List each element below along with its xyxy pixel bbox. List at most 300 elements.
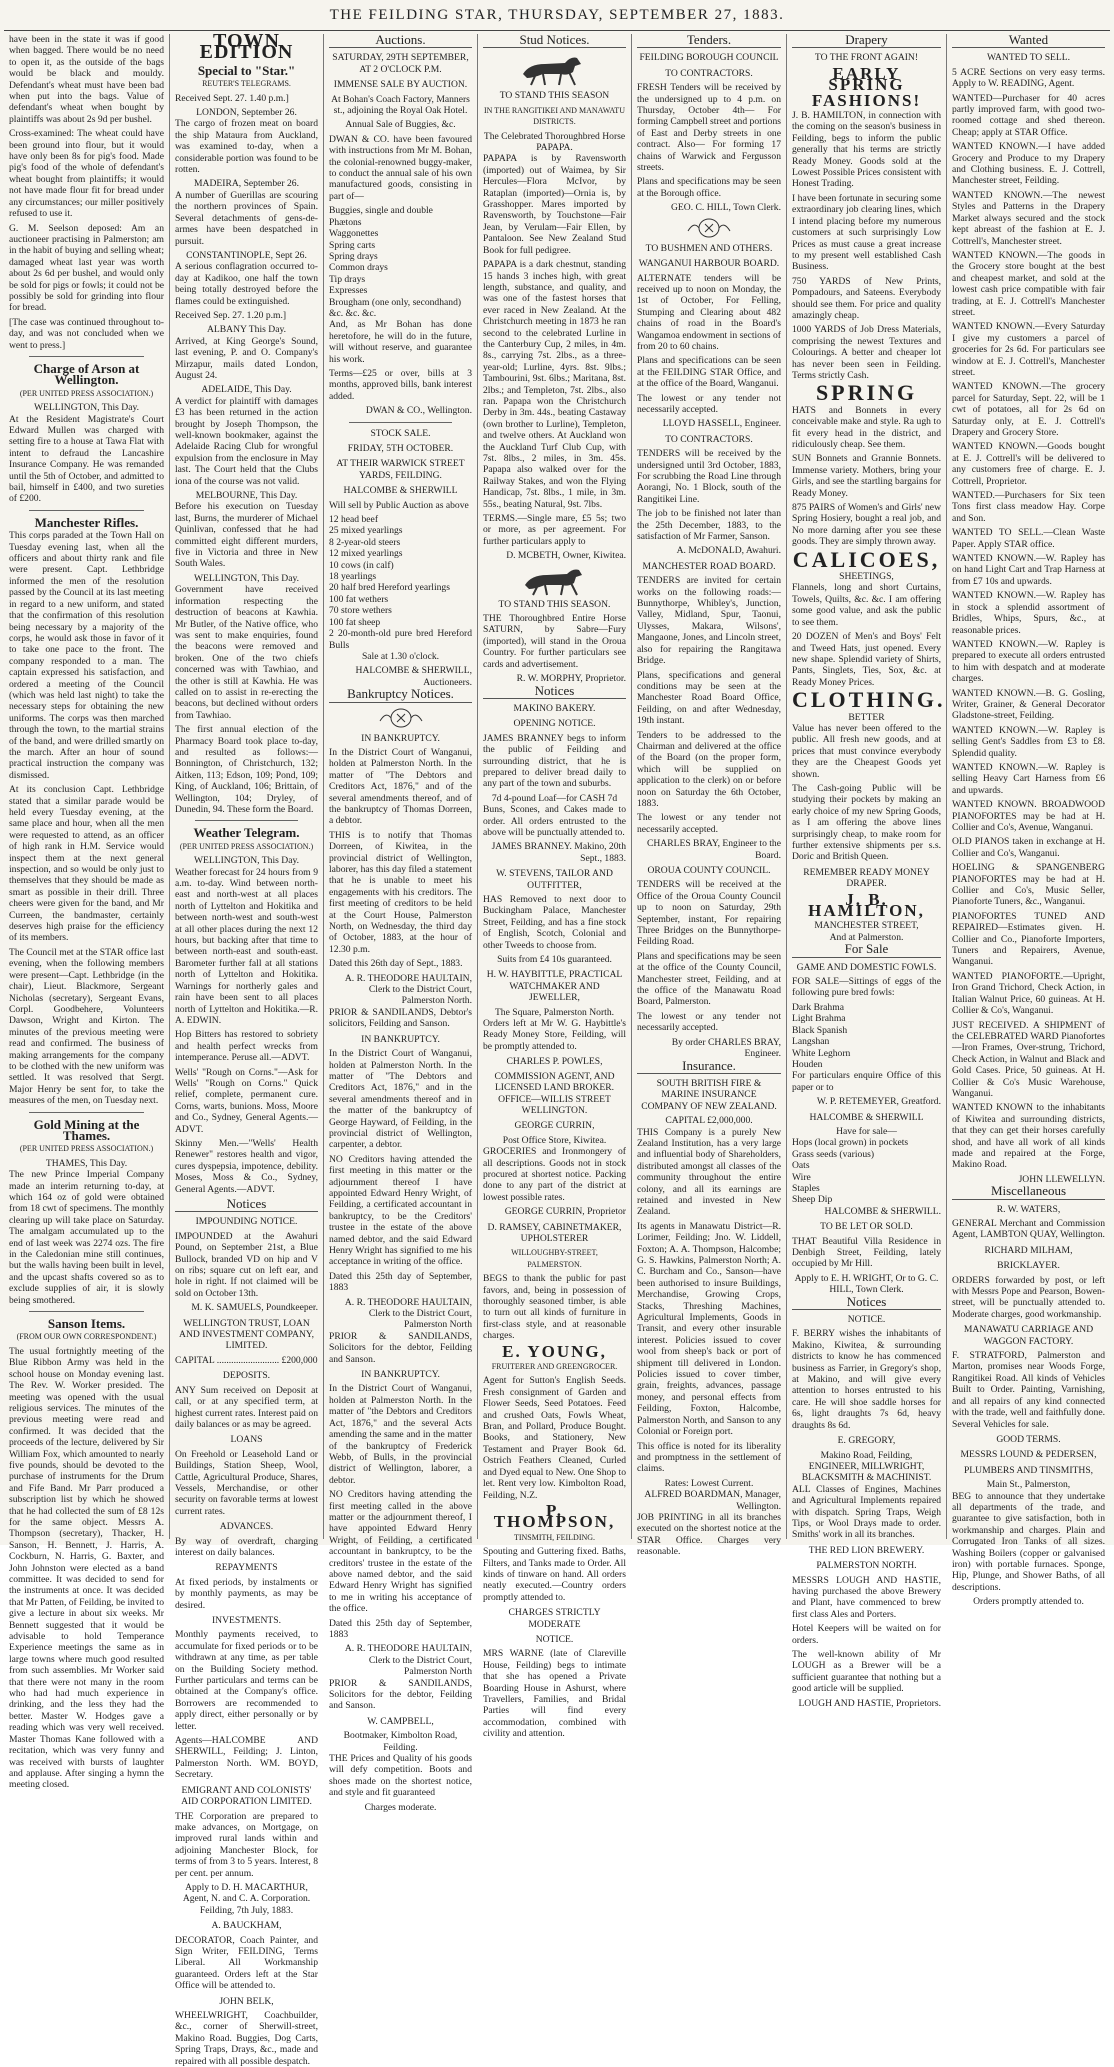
list-item: Staples	[792, 1182, 820, 1194]
notice-text: ALL Classes of Engines, Machines and Agricultural Implements repaired with dispatch. Spring Traps, Weigh Tips, or Wool Drays made to order. Smiths' work in all its branches.	[792, 1483, 941, 1541]
list-item: Common drays	[329, 262, 388, 274]
section-heading: Drapery	[792, 34, 941, 48]
notice-text: PRIOR & SANDILANDS, Debtor's solicitors, Feilding and Sanson.	[329, 1006, 472, 1030]
subheading: FRUITERER AND GREENGROCER.	[491, 1362, 618, 1372]
notice-text: Flannels, long and short Curtains, Towels, Quilts, &c. &c. I am offering some good value, and ask the public to see them.	[792, 582, 941, 628]
notice-text: The job to be finished not later than the 25th December, 1883, to the satisfaction of Mr Farmer, Sanson.	[637, 508, 781, 543]
notice-text: The lowest or any tender not necessarily accepted.	[637, 1010, 781, 1034]
article-text: G. M. Seelson deposed: Am an auctioneer practising in Palmerston; am in the habit of buying and selling wheat; damaged wheat last year was worth about 2s 6d per bushel, and would only be sold for pigs or fowls; it could not be possibly be sold for grinding into flour for bread.	[9, 222, 164, 314]
notice-title: TO CONTRACTORS.	[665, 433, 753, 445]
notice-text: Terms—£25 or over, bills at 3 months, approved bills, bank interest added.	[329, 367, 472, 402]
list-item: Spring carts	[329, 239, 376, 251]
subheading: GOOD TERMS.	[996, 1433, 1061, 1445]
subheading: Post Office Store, Kiwitea.	[502, 1134, 607, 1146]
notice-title: TO STAND THIS SEASON	[499, 90, 610, 102]
signature: W. P. RETEMEYER, Greatford.	[816, 1096, 941, 1108]
classified-ad: WANTED KNOWN.—I have added Grocery and Produce to my Drapery and Clothing business. E. J. Cottrell, Manchester street, Feilding.	[952, 141, 1105, 187]
section-heading: Notices	[483, 685, 626, 699]
notice-text: For particulars enquire Office of this paper or to	[792, 1070, 941, 1093]
subheading: OPENING NOTICE.	[513, 718, 596, 730]
signature: A. R. THEODORE HAULTAIN, Clerk to the District Court, Palmerston North	[344, 1296, 472, 1331]
list-item: Wire	[792, 1171, 811, 1183]
notice-title: W. CAMPBELL,	[367, 1715, 434, 1727]
notice-text: THIS Company is a purely New Zealand Institution, has a very large and influential body of Shareholders, distributed amongst all classes of the community throughout the entire colony, and all its earnings are retained and invested in New Zealand.	[637, 1126, 781, 1218]
notice-title: IMPOUNDING NOTICE.	[195, 1216, 298, 1228]
list-item: 10 cows (in calf)	[329, 559, 394, 571]
notice-text: J. B. HAMILTON, in connection with the coming on the season's business in Feilding, begs to inform the public generally that his terms are strictly Ready Money. Goods sold at the Lowest Possible Prices consistent with Honest Trading.	[792, 110, 941, 190]
notice-text: Plans and specifications can be seen at the FEILDING STAR Office, and at the office of the Board, Wanganui.	[637, 355, 781, 390]
headline: Gold Mining at the Thames.	[33, 1116, 140, 1143]
notice-text: 1000 YARDS of Job Dress Materials, comprising the newest Textures and Colourings. A better and cheaper lot has never been seen in Feilding. Terms strictly Cash.	[792, 324, 941, 381]
masthead: THE FEILDING STAR, THURSDAY, SEPTEMBER 27, 1883.	[329, 7, 785, 23]
notice-text: Plans and specifications may be seen at the Borough office.	[637, 176, 781, 199]
notice-text: MESSRS LOUGH AND HASTIE, having purchased the above Brewery and Plant, have commenced to brew first class Ales and Porters.	[792, 1574, 941, 1620]
notice-title: WANGANUI HARBOUR BOARD.	[638, 258, 780, 270]
notice-text: In the District Court of Wanganui, holden at Palmerston North. In the matter of "the Debtors and Creditors Act, 1876," and the several Acts amending the same and in the matter of the bankruptcy of Frederick Webb, of Bulls, in the provincial district of Wellington, laborer, a debtor.	[329, 1383, 472, 1486]
classified-ad: WANTED—Purchaser for 40 acres partly improved farm, with good two-roomed cottage and shed thereon. Cheap; apply at STAR Office.	[952, 92, 1105, 138]
notice-text: By way of overdraft, charging interest on daily balances.	[175, 1535, 318, 1558]
notice-text: HATS and Bonnets in every conceivable make and style. Ra ugh to fit every head in the district, and ridiculously cheap. See them.	[792, 404, 941, 450]
column-1	[4, 34, 169, 1791]
section-heading: Bankruptcy Notices.	[329, 688, 472, 702]
signature: LOUGH AND HASTIE, Proprietors.	[798, 1697, 941, 1709]
classified-ad: WANTED KNOWN. BROADWOOD PIANOFORTES may be had at H. Collier and Co's, Avenue, Wanganui.	[952, 799, 1105, 833]
notice-text: ALTERNATE tenders will be received up to noon on Monday, the 1st of October, For Felling, Stumping and Clearing about 482 chains of road in the Board's Wangamoa endowment in sections of from 20 to 60 chains.	[637, 272, 781, 352]
dateline: LONDON, September 26.	[196, 107, 297, 119]
subheading: INVESTMENTS.	[211, 1615, 282, 1626]
notice-text: Apply to E. H. WRIGHT, Or to G. C. HILL, Town Clerk.	[794, 1272, 939, 1296]
classified-ad: JUST RECEIVED. A SHIPMENT of the CELEBRATED WARD Pianofortes—Iron Frames, Over-strung, Trichord, Check Action, in Walnut and Black and Gold Cases. Price, 50 guineas. At H. Collier & Co's Music Warehouse, Wanganui.	[952, 1019, 1105, 1099]
notice-title: EMIGRANT AND COLONISTS' AID CORPORATION LIMITED.	[181, 1784, 312, 1808]
article-text: [The case was continued throughout to-day, and was not concluded when we went to press.]	[9, 316, 164, 351]
list-item: Light Brahma	[792, 1013, 846, 1025]
article-text: Weather forecast for 24 hours from 9 a.m. to-day. Wind between north-east and north-west at all places north of Lyttelton and Hokitika and between north-west and south-west at all other places during the next 12 hours, but backing after that time to between north-east and south-east. Barometer further fall at all stations north of Lyttelton and Hokitika. Warnings for northerly gales and rain have been sent to all places north of Lyttelton and Hokitika.—R. A. EDWIN.	[175, 866, 318, 1026]
subheading: Main St., Palmerston,	[986, 1479, 1071, 1491]
notice-text: IMPOUNDED at the Awahuri Pound, on September 21st, a Blue Bullock, branded VD on hip and V on ribs; square cut on left ear, and hole in right. If not claimed will be sold on October 13th.	[175, 1230, 318, 1299]
article-text: have been in the state it was if good when bagged. There would be no need to open it, as the outside of the bags would be black and mouldy. Defendant's wheat must have been bad when put into the bags. Value of defendant's wheat when bought by plaintiffs was about 2s 9d per bushel.	[9, 34, 164, 125]
divider	[29, 356, 144, 357]
notice-text: Will sell by Public Auction as above	[329, 499, 469, 511]
signature: JOHN LLEWELLYN.	[1018, 1173, 1105, 1185]
notice-text: Agent for Sutton's English Seeds. Fresh consignment of Garden and Flower Seeds, Seed Potatoes. Feed and crushed Oats, Fowls Wheat, Bran, and Pollard, Produce Bought. Books, and Stationery, New Testament and Prayer Book 6d. Ostrich Feathers Cleaned, Curled and Dyed equal to New. One Shop to let. Rent very low. Kimbolton Road, Feilding, N.Z.	[483, 1375, 626, 1501]
signature: GEO. C. HILL, Town Clerk.	[671, 202, 781, 214]
list-item: Waggonettes	[329, 228, 379, 240]
signature: ALFRED BOARDMAN, Manager, Wellington.	[644, 1489, 781, 1512]
list-item: Tip drays	[329, 273, 366, 285]
notice-text: This office is noted for its liberality and promptness in the settlement of claims.	[637, 1440, 781, 1475]
subheading: ADVANCES.	[219, 1521, 274, 1533]
article-text: At the Resident Magistrate's Court Edward Mullen was charged with setting fire to a house at Tawa Flat with intent to defraud the Lancashire Insurance Company. He was remanded until the 5th of October, and admitted to bail, himself in £400, and two sureties of £200.	[9, 413, 164, 505]
dateline: WELLINGTON, This Day.	[33, 402, 140, 414]
notice-text: In the District Court of Wanganui, holden at Palmerston North. In the matter of "The Debtors and Creditors Act, 1876," and in the several amendments thereof and in the matter of the bankruptcy of George Hayward, of Feilding, in the provincial district of Wellington, carpenter, a debtor.	[329, 1048, 472, 1151]
classified-ad: WANTED KNOWN.—The goods in the Grocery store bought at the best and cheapest market, and sold at the lowest cash price compatible with fair trading, at E. J. Cottrell's Manchester street.	[952, 249, 1105, 318]
notice-title: IN BANKRUPTCY.	[361, 732, 440, 744]
signature: HALCOMBE & SHERWILL, Auctioneers.	[355, 665, 472, 688]
list-item: 20 half bred Hereford yearlings	[329, 582, 450, 594]
classified-ad: PIANOFORTES TUNED AND REPAIRED—Estimates given. H. Collier and Co., Pianoforte Importers, Tuners and Repairers, Avenue, Wanganui.	[952, 910, 1105, 968]
subheading: DEPOSITS.	[222, 1370, 271, 1382]
notice-text: The well-known ability of Mr LOUGH as a Brewer will be a sufficient guarantee that nothing but a good article will be supplied.	[792, 1649, 941, 1695]
subheading: TINSMITH, FEILDING.	[513, 1532, 596, 1542]
subheading: BETTER	[848, 711, 885, 723]
list-item: Buggies, single and double	[329, 205, 433, 217]
byline: (PER UNITED PRESS ASSOCIATION.)	[179, 841, 314, 851]
signature: JAMES BRANNEY. Makino, 20th Sept., 1883.	[491, 841, 626, 864]
dateline: THAMES, This Day.	[45, 1157, 128, 1169]
notice-text: Plans and specifications may be seen at the office of the County Council, Manchester street, Feilding, and at the office of the Manawatu Road Board, Palmerston.	[637, 950, 781, 1008]
notice-title: JOHN BELK,	[219, 1995, 274, 2007]
subheading: TO CONTRACTORS.	[665, 67, 753, 79]
notice-text: Dated this 25th day of September, 1883	[329, 1617, 472, 1640]
subheading: BRICKLAYER.	[997, 1260, 1060, 1272]
notice-title: MANCHESTER ROAD BOARD.	[642, 560, 776, 572]
notice-text: The lowest or any tender not necessarily accepted.	[637, 812, 781, 835]
list-item: &c. &c. &c.	[329, 307, 377, 319]
notice-text: GENERAL Merchant and Commission Agent, LAMBTON QUAY, Wellington.	[952, 1218, 1105, 1241]
advert-text: Skinny Men.—"Wells' Health Renewer" restores health and vigor, cures dyspepsia, impotence, debility. Moses, Moss & Co., Sydney, General Agents.—ADVT.	[175, 1137, 318, 1195]
dateline: MADEIRA, September 26.	[194, 178, 299, 190]
display-heading: CLOTHING.	[792, 687, 946, 713]
divider	[29, 1112, 144, 1113]
notice-title: MAKINO BAKERY.	[513, 702, 596, 714]
classified-ad: WANTED PIANOFORTE.—Upright, Iron Grand Trichord, Check Action, in Italian Walnut Price, 60 guineas. At H. Collier & Co's, Wanganui.	[952, 970, 1105, 1017]
section-heading: Wanted	[952, 34, 1105, 48]
classified-ad: WANTED.—Purchasers for Six teen Tons first class meadow Hay. Corpe and Son.	[952, 490, 1105, 524]
notice-title: NOTICE.	[535, 1633, 574, 1645]
list-item: 100 fat sheep	[329, 616, 381, 628]
signature: CHARLES BRAY, Engineer to the Board.	[646, 838, 781, 861]
classified-ad: WANTED KNOWN.—Goods bought at E. J. Cottrell's will be delivered to any customers free of charge. E. J. Cottrell, Proprietor.	[952, 441, 1105, 487]
notice-title: E. GREGORY,	[837, 1435, 896, 1447]
dateline: ADELAIDE, This Day.	[201, 384, 292, 396]
notice-text: Orders left at Mr W. G. Haybittle's Ready Money Store, Feilding, will be promptly attended to.	[483, 1018, 626, 1052]
subheading: The Square, Palmerston North.	[494, 1006, 615, 1018]
signature: LLOYD HASSELL, Engineer.	[662, 418, 781, 430]
article-text: A verdict for plaintiff with damages £3 has been returned in the action brought by Joseph Thompson, the well-known bookmaker, against the Adelaide Racing Club for wrongful expulsion from the enclosure in May last. The Court held that the Clubs iona of the course was not valid.	[175, 395, 318, 487]
article-text: Before his execution on Tuesday last, Burns, the murderer of Michael Quinlivan, confessed that he had committed eight different murders, five in Victoria and three in New South Wales.	[175, 501, 318, 570]
notice-title: WANTED TO SELL.	[986, 52, 1071, 64]
notice-text: SUN Bonnets and Grannie Bonnets. Immense variety. Mothers, bring your Girls, and see the startling bargains for Ready Money.	[792, 453, 941, 499]
subheading: And at Palmerston.	[829, 931, 904, 943]
notice-title: TO STAND THIS SEASON.	[498, 598, 611, 610]
notice-text: F. STRATFORD, Palmerston and Marton, promises near Woods Forge, Rangitikei Road. All kinds of Vehicles Built to Order. Painting, Varnishing, and all repairs of any kind connected with the trade, well and faithfully done. Several Vehicles for sale.	[952, 1350, 1105, 1430]
notice-text: MRS WARNE (late of Clareville House, Feilding) begs to intimate that she has opened a Private Boarding House in Ashurst, where Travellers, Families, and Bridal Parties will find every accommodation, combined with civility and attention.	[483, 1648, 626, 1740]
horse-icon	[483, 52, 626, 86]
subheading: WILLOUGHBY-STREET, PALMERSTON.	[511, 1248, 598, 1269]
dateline: MELBOURNE, This Day.	[195, 490, 298, 502]
byline: REUTER'S TELEGRAMS.	[202, 79, 291, 89]
subheading: REPAYMENTS	[215, 1562, 278, 1574]
article-text: This corps paraded at the Town Hall on Tuesday evening last, when all the officers and about thirty rank and file were present. Capt. Lethbridge informed the men of the resolution passed by the Council at its last meeting in regard to a new uniform, and stated that the confirmation of this resolution being necessary by a majority of the corps, he would ask those in favor of it to take one pace to the front. The company responded to a man. The captain expressed his satisfaction, and ordered a meeting of the Council (which was held last night) to take the necessary steps for obtaining the new uniforms. The corps was then marched through the town, to the martial strains of the band, and were drilled smartly on the march. After an hour of sound practical instruction the company was dismissed.	[9, 530, 164, 781]
section-heading: Miscellaneous	[952, 1185, 1105, 1199]
notice-text: Rates: Lowest Current.	[664, 1477, 754, 1489]
display-heading: CALICOES,	[792, 546, 941, 572]
subheading: COMMISSION AGENT, AND LICENSED LAND BROKER. OFFICE—WILLIS STREET WELLINGTON.	[494, 1070, 615, 1116]
notice-text: Buns, Scones, and Cakes made to order. All orders entrusted to the above will be punctually attended to.	[483, 804, 626, 838]
column-4	[477, 32, 631, 1740]
dateline: ALBANY This Day.	[206, 324, 287, 336]
notice-title: MESSRS LOUND & PEDERSEN,	[960, 1449, 1097, 1461]
section-heading: Notices	[792, 1296, 941, 1310]
notice-title: H. W. HAYBITTLE, PRACTICAL WATCHMAKER AND JEWELLER,	[486, 969, 623, 1004]
notice-title: GAME AND DOMESTIC FOWLS.	[796, 961, 937, 973]
notice-title: SOUTH BRITISH FIRE & MARINE INSURANCE COMPANY OF NEW ZEALAND.	[641, 1077, 777, 1112]
column-7	[946, 32, 1110, 1608]
subheading: MANCHESTER STREET,	[814, 920, 919, 932]
article-text: The cargo of frozen meat on board the ship Mataura from Auckland, was examined to-day, when a considerable portion was found to be rotten.	[175, 118, 318, 176]
notice-text: Hotel Keepers will be waited on for orders.	[792, 1623, 941, 1646]
headline: Weather Telegram.	[193, 825, 300, 841]
notice-title: REMEMBER READY MONEY DRAPER.	[803, 866, 930, 890]
notice-text: THE Prices and Quality of his goods will defy competition. Boots and shoes made on the shortest notice, and style and fit guaranteed	[329, 1753, 472, 1799]
section-heading: For Sale	[792, 943, 941, 957]
headline: Manchester Rifles.	[34, 514, 139, 530]
notice-text: FOR SALE—Sittings of eggs of the following pure bred fowls:	[792, 976, 941, 999]
notice-text: The lowest or any tender not necessarily accepted.	[637, 392, 781, 415]
masthead-rule	[4, 30, 1110, 31]
notice-text: GROCERIES and Ironmongery of all descriptions. Goods not in stock procured at shortest notice. Packing done to any part of the district at lowest possible rates.	[483, 1146, 626, 1203]
capital-line: CAPITAL .......................... £200,000	[175, 1354, 318, 1366]
classified-ad: WANTED KNOWN.—W. Rapley is selling Heavy Cart Harness from £6 and upwards.	[952, 761, 1105, 796]
notice-text: 750 YARDS of New Prints, Pompadours, and Sateens. Everybody should see them. For price and quality amazingly cheap.	[792, 275, 941, 321]
notice-title: HALCOMBE & SHERWILL	[809, 1111, 924, 1123]
notice-title: NOTICE.	[847, 1314, 886, 1326]
notice-title: WELLINGTON TRUST, LOAN AND INVESTMENT COMPANY, LIMITED.	[179, 1317, 314, 1352]
list-item: 100 fat wethers	[329, 593, 389, 605]
notice-text: JAMES BRANNEY begs to inform the public of Feilding and surrounding district, that he is prepared to deliver bread daily to any part of the town and suburbs.	[483, 732, 626, 790]
notice-text: The Cash-going Public will be studying their pockets by making an early choice of my new Spring Goods, as I am offering the above lines surprisingly cheap, to make room for further extensive shipments per s.s. Doric and British Queen.	[792, 782, 941, 863]
notice-title: P. THOMPSON,	[493, 1500, 616, 1532]
notice-text: TENDERS will be received at the Office of the Oroua County Council up to noon on Saturday, 29th September, instant, For repairing Three Bridges on the Bunnythorpe-Feilding Road.	[637, 879, 781, 948]
divider	[349, 422, 452, 423]
notice-title: W. STEVENS, TAILOR AND OUTFITTER,	[496, 868, 613, 891]
notice-text: TENDERS will be received by the undersigned until 3rd October, 1883, For scrubbing the Road Line through Aorangi, No. 1 Block, south of the Rangitikei Line.	[637, 448, 781, 505]
article-text: Arrived, at King George's Sound, last evening, P. and O. Company's Mirzapur, mails dated London, August 24.	[175, 335, 318, 381]
notice-text: Value has never been offered to the public. All fresh new goods, and at prices that must convince everybody they are the Cheapest Goods yet shown.	[792, 722, 941, 780]
classified-ad: WANTED KNOWN.—B. G. Gosling, Writer, Grainer, & General Decorator Gladstone-street, Feilding.	[952, 687, 1105, 722]
headline: Special to "Star."	[197, 62, 296, 78]
signature: A. McDONALD, Awahuri.	[676, 545, 781, 557]
divider	[29, 510, 144, 511]
subheading: PALMERSTON NORTH.	[816, 1560, 917, 1572]
notice-text: Its agents in Manawatu District—R. Lorimer, Feilding; Jno. W. Liddell, Foxton; A. A. Thompson, Halcombe; G. S. Hawkins, Palmerston North; A. C. Burcham and Co., Sanson—have been authorised to insure Buildings, Merchandise, Growing Crops, Stacks, Threshing Machines, Agricultural Implements, Goods in Transit, and every other insurable interest. Policies issued to cover wool from sheep's back or port of shipment till delivered in London. Policies issued to cover timber, grain, freights, advances, passage money, and personal effects from Feilding, Foxton, Halcombe, Palmerston North, and Sanson to any Colonial or Foreign port.	[637, 1220, 781, 1438]
column-5	[631, 32, 786, 1558]
article-text: The new Prince Imperial Company made an interim returning to-day, at which 164 oz of gold were obtained from 18 cwt of specimens. The monthly clearing up will take place on Saturday. The amalgam accumulated up to the end of last week was 2274 ozs. The fire in the Caledonian mine still continues, but the walls having been built in level, and the upcast shafts covered so as to exclude supplies of air, it is slowly being smothered.	[9, 1169, 164, 1306]
notice-title: MANAWATU CARRIAGE AND WAGGON FACTORY.	[963, 1324, 1094, 1347]
column-6	[786, 32, 946, 1709]
capital-line: CAPITAL £2,000,000.	[665, 1115, 753, 1127]
article-text: The first annual election of the Pharmacy Board took place to-day, and resulted as follows:—Bonnington, of Christchurch, 132; Aitken, 113; Edson, 109; Pond, 109; King, of Auckland, 106; Brittain, of Wellington, 104; Dryley, of Dunedin, 94. These form the Board.	[175, 724, 318, 815]
notice-text: PRIOR & SANDILANDS, Solicitors for the debtor, Feilding and Sanson.	[329, 1330, 472, 1365]
list-item: Hops (local grown) in pockets	[792, 1137, 909, 1149]
list-item: 8 2-year-old steers	[329, 536, 401, 548]
notice-text: On Freehold or Leasehold Land or Buildings, Station Sheep, Wool, Cattle, Agricultural Produce, Shares, Vessels, Merchandise, or other security on favorable terms at lowest current rates.	[175, 1448, 318, 1517]
notice-title: R. W. WATERS,	[996, 1203, 1061, 1215]
notice-text: Annual Sale of Buggies, &c.	[345, 119, 456, 131]
byline: (FROM OUR OWN CORRESPONDENT.)	[16, 1332, 157, 1342]
notice-text: 875 PAIRS of Women's and Girls' new Spring Hosiery, bought a real job, and No more darning after you see these goods. They are simply thrown away.	[792, 502, 941, 548]
notice-text: Tenders to be addressed to the Chairman and delivered at the office of the Board (on the proper form, which will be supplied on application to the clerk) on or before noon on Saturday the 6th October, 1883.	[637, 729, 781, 809]
town-edition-heading: TOWN EDITION	[199, 30, 294, 64]
notice-title: FRIDAY, 5TH OCTOBER.	[347, 443, 454, 454]
notice-text: At fixed periods, by instalments or by monthly payments, as may be desired.	[175, 1576, 318, 1611]
section-heading: Auctions.	[329, 34, 472, 48]
notice-text: Sale at 1.30 o'clock.	[361, 650, 440, 662]
dateline: WELLINGTON, This Day.	[193, 572, 300, 584]
section-heading: Notices	[175, 1198, 318, 1212]
notice-text: PRIOR & SANDILANDS, Solicitors for the debtor, Feilding and Sanson.	[329, 1677, 472, 1712]
notice-title: D. RAMSEY, CABINETMAKER, UPHOLSTERER	[487, 1221, 622, 1244]
list-item: Grass seeds (various)	[792, 1148, 875, 1160]
notice-title: OROUA COUNTY COUNCIL.	[647, 865, 771, 876]
subheading: ENGINEER, MILLWRIGHT, BLACKSMITH & MACHINIST.	[801, 1460, 932, 1484]
classified-ad: WANTED KNOWN.—W. Rapley is prepared to execute all orders entrusted to him with despatch and at moderate charges.	[952, 638, 1105, 685]
notice-title: GEORGE CURRIN,	[514, 1120, 595, 1132]
signature: HALCOMBE & SHERWILL.	[824, 1205, 941, 1217]
section-heading: Insurance.	[637, 1060, 781, 1074]
signature: A. R. THEODORE HAULTAIN, Clerk to the District Court, Palmerston North	[344, 1643, 472, 1678]
column-2	[169, 30, 323, 2067]
byline: (PER UNITED PRESS ASSOCIATION.)	[19, 1144, 154, 1154]
classified-ad: WANTED KNOWN.—Every Saturday I give my customers a parcel of groceries for 2s 6d. For particulars see window at E. J. Cottrell's, Manchester street.	[952, 321, 1105, 378]
display-heading: EARLY SPRING	[828, 63, 905, 95]
classified-ad: WANTED KNOWN.—W. Rapley is selling Gent's Saddles from £3 to £8. Splendid quality.	[952, 724, 1105, 759]
column-3	[323, 32, 477, 1813]
list-item: Brougham (one only, secondhand)	[329, 296, 462, 308]
signature: By order CHARLES BRAY, Engineer.	[671, 1036, 781, 1060]
notice-text: And, as Mr Bohan has done heretofore, he will do in the future, will without reserve, and guarantee his work.	[329, 319, 472, 365]
signature: D. MCBETH, Owner, Kiwitea.	[506, 550, 626, 562]
timestamp: Received Sept. 27. 1.40 p.m.]	[175, 92, 289, 104]
signature: A. R. THEODORE HAULTAIN, Clerk to the District Court, Palmerston North.	[344, 972, 472, 1007]
notice-text: JOB PRINTING in all its branches executed on the shortest notice at the STAR Office. Charges very reasonable.	[637, 1511, 781, 1558]
subheading: PLUMBERS AND TINSMITHS,	[963, 1464, 1094, 1476]
subheading: IN THE RANGITIKEI AND MANAWATU DISTRICTS.	[484, 105, 625, 127]
signature: M. K. SAMUELS, Poundkeeper.	[191, 1302, 318, 1314]
notice-title: CHARLES P. POWLES,	[506, 1056, 603, 1068]
list-item: Dark Brahma	[792, 1001, 844, 1013]
article-text: At its conclusion Capt. Lethbridge stated that a similar parade would be held every Tuesday evening, at the same place and hour, when all the men were requested to attend, as an officer of high rank in H.M. Service would inspect them at the next general inspection, and so would be only just to themselves that they should be made as smart as possible in their drill. Three cheers were given for the band, and Mr Curreen, the bandmaster, certainly deserves high praise for the efficiency of its members.	[9, 784, 164, 944]
signature: GEORGE CURRIN, Proprietor	[504, 1206, 626, 1218]
display-heading: J. B. HAMILTON,	[808, 889, 925, 921]
notice-title: STOCK SALE.	[370, 427, 431, 439]
notice-text: ORDERS forwarded by post, or left with Messrs Pope and Pearson, Bowen-street, will be punctually attended to. Moderate charges, good workmanship.	[952, 1274, 1105, 1320]
display-heading: FASHIONS!	[811, 90, 922, 110]
article-text: Government have received information respecting the destruction of beacons at Kawhia. Mr Butler, of the Native office, who was sent to make enquiries, found the beacons were removed and broken. One of the two chiefs concerned was with Tawhiao, and the other is still at Kawhia. He was called on to assist in re-erecting the beacons, but declined without orders from Tawhiao.	[175, 584, 318, 721]
notice-text: Plans, specifications and general conditions may be seen at the Manchester Road Board Office, Feilding, on and after Wednesday, 19th instant.	[637, 669, 781, 727]
notice-text: NO Creditors having attending the first meeting called in the above matter or the adjournment thereof, I have appointed Edward Henry Wright, of Feilding, a certificated accountant in bankruptcy, to be the creditors' trustee in the estate of the above named debtor, and the said Edward Henry Wright has signified to me in writing his acceptance of the office.	[329, 1489, 472, 1615]
notice-title: IMMENSE SALE BY AUCTION.	[333, 79, 468, 91]
notice-text: Monthly payments received, to accumulate for fixed periods or to be withdrawn at any time, as per table on the Building Society method. Further particulars and terms can be obtained at the Company's office. Borrowers are recommended to apply direct, either personally or by letter.	[175, 1629, 318, 1732]
notice-text: Suits from £4 10s guaranteed.	[497, 954, 612, 966]
notice-text: DWAN & CO. have been favoured with instructions from Mr M. Bohan, the colonial-renowned buggy-maker, to conduct the annual sale of his own manufactured goods, consisting in part of—	[329, 133, 472, 202]
list-item: 12 mixed yearlings	[329, 548, 403, 560]
classified-ad: WANTED TO SELL.—Clean Waste Paper. Apply STAR office.	[952, 527, 1105, 550]
list-item: 2 20-month-old pure bred Hereford Bulls	[329, 628, 472, 651]
classified-ad: HOELING & SPANGENBERG PIANOFORTES may be had at H. Collier and Co's, Music Seller, Pianoforte Tuners, &c., Wanganui.	[952, 862, 1105, 908]
list-item: 18 yearlings	[329, 571, 377, 583]
notice-title: RICHARD MILHAM,	[984, 1244, 1073, 1256]
list-item: Expresses	[329, 285, 368, 297]
horse-icon	[483, 565, 626, 595]
classified-ad: 5 ACRE Sections on very easy terms. Apply to W. READING, Agent.	[952, 66, 1105, 90]
divider	[195, 820, 298, 821]
dateline: WELLINGTON, This Day.	[193, 855, 300, 867]
list-item: Houden	[792, 1058, 823, 1070]
notice-title: IN BANKRUPTCY.	[361, 1369, 440, 1381]
section-heading: Tenders.	[637, 34, 781, 48]
signature: R. W. MORPHY, Proprietor.	[516, 673, 626, 685]
notice-text: I have been fortunate in securing some extraordinary job clearing lines, which I intend placing before my numerous customers at such surprisingly Low Prices as must cause a great increase to my present well established Cash Business.	[792, 192, 941, 273]
notice-title: SATURDAY, 29TH SEPTEMBER, AT 2 O'CLOCK P.M.	[332, 52, 469, 75]
notice-text: THIS is to notify that Thomas Dorreen, of Kiwitea, in the provincial district of Wellington, laborer, has this day filed a statement that he is unable to meet his engagements with his creditors. The first meeting of creditors to be held at the Court House, Palmerston North, on Wednesday, the third day of October, 1883, at the hour of 12.30 p.m.	[329, 829, 472, 955]
list-item: 12 head beef	[329, 514, 379, 526]
notice-text: ANY Sum received on Deposit at call, or at any specified term, at highest current rates. Interest paid on daily balances or as may be agreed.	[175, 1384, 318, 1430]
article-text: A number of Guerillas are scouring the northern provinces of Spain. Several detachments of gens-de-armes have been despatched in pursuit.	[175, 189, 318, 247]
byline: (PER UNITED PRESS ASSOCIATION.)	[19, 388, 154, 398]
notice-text: PAPAPA is by Ravensworth (imported) out of Waimea, by Sir Hercules—Flora McIvor, by Rataplan (imported)—Ornia is, by Grasshopper. Mares imported by Ravensworth, by Touchstone—Fair Jean, by Verulam—Fair Ellen, by Pantaloon. See New Zealand Stud Book for full pedigree.	[483, 153, 626, 256]
notice-text: NO Creditors having attended the first meeting in this matter or the adjournment thereof I have appointed Edward Henry Wright, of Feilding, a certificated accountant in bankruptcy, to be the Creditors' trustee in the estate of the above named debtor, and the said Edward Henry Wright has signified to me his acceptance in writing of the office.	[329, 1153, 472, 1268]
advert-text: Wells' "Rough on Corns."—Ask for Wells' "Rough on Corns." Quick relief, complete, permanent cure. Corns, warts, bunions. Moss, Moore and Co., Sydney, General Agents.—ADVT.	[175, 1066, 318, 1135]
notice-text: 20 DOZEN of Men's and Boys' Felt and Tweed Hats, just opened. Every new shape. Splendid variety of Shirts, Pants, Singlets, Ties, Sox, &c. at Ready Money Prices.	[792, 631, 941, 688]
notice-text: BEGS to thank the public for past favors, and, being in possession of thoroughly seasoned timber, is able to turn out all kinds of furniture in first-class style, and at reasonable charges.	[483, 1273, 626, 1342]
price-line: 7d 4-pound Loaf—for CASH 7d	[491, 792, 618, 804]
notice-title: THE RED LION BREWERY.	[808, 1544, 925, 1556]
headline: Sanson Items.	[47, 1316, 126, 1332]
notice-text: At Bohan's Coach Factory, Manners st., adjoining the Royal Oak Hotel.	[331, 93, 470, 117]
subheading: Have for sale—	[836, 1125, 897, 1137]
article-text: The Council met at the STAR office last evening, when the following members were present—Capt. Lethbridge (in the chair), Lieut. Blackmore, Sergeant Nicholas (secretary), Sergeant Evans, Corpl. Goodbehere, Volunteers Dawson, Wright and Kirton. The minutes of the previous meeting were read and confirmed. The business of making arrangements for the company to be clothed with the new uniform was settled. It was resolved that Sergt. Major Henry be sent for, to take the measures of the men, on Tuesday next.	[9, 946, 164, 1107]
timestamp: Received Sep. 27. 1.20 p.m.]	[175, 309, 287, 321]
notice-text: FRESH Tenders will be received by the undersigned up to 4 p.m. on Thursday, October 4th— For forming Campbell street and portions of East and Derby streets in one contract. Also— For forming 17 chains of Warwick and Fergusson streets.	[637, 82, 781, 174]
notice-text: Apply to D. H. MACARTHUR, Agent, N. and C. A. Corporation. Feilding, 7th July, 1883.	[182, 1881, 311, 1916]
coat-of-arms-icon	[637, 217, 781, 239]
advert-text: Hop Bitters has restored to sobriety and health perfect wrecks from intemperance. Peruse all.—ADVT.	[175, 1029, 318, 1064]
classified-ad: WANTED KNOWN to the inhabitants of Kiwitea and surrounding districts, that they can get their horses carefully shod, and have all work of all kinds made and repaired at the Forge, Makino Road.	[952, 1102, 1105, 1171]
notice-text: TERMS.—Single mare, £5 5s; two or more, as per agreement. For further particulars apply to	[483, 513, 626, 547]
coat-of-arms-icon	[329, 707, 472, 729]
notice-title: HALCOMBE & SHERWILL	[343, 485, 458, 497]
classified-ad: WANTED KNOWN.—The newest Styles and Patterns in the Drapery Market always secured and the stock kept abreast of the fashion at E. J. Cottrell's, Manchester street.	[952, 189, 1105, 247]
notice-text: Spouting and Guttering fixed. Baths, Filters, and Tanks made to Order. All kinds of tinware on hand. All orders neatly executed.—Country orders promptly attended to.	[483, 1546, 626, 1603]
subheading: SHEETINGS,	[839, 571, 894, 583]
notice-text: Dated this 26th day of Sept., 1883.	[329, 958, 463, 970]
notice-text: PAPAPA is a dark chestnut, standing 15 hands 3 inches high, with great length, substance, and quality, and was one of the fastest horses that ever raced in New Zealand. At the Christchurch meeting in 1873 he ran second to the celebrated Lurline in the Canterbury Cup, 2 miles, in 4m. 8s., carrying 7st. 2lbs., as a three-year-old; Lurline, 4yrs. 8st. 9lbs.; Tambourini, 9st. 6lbs.; Maritana, 8st. 2lbs.; and Templeton, 7st. 2lbs., also ran. Papapa won the Christchurch Derby in 3m. 44s., beating Castaway (own brother to Lurline), Templeton, and twelve others. At Auckland won the Auckland Turf Club Cup, with 7st. 8lbs., 2 miles, in 3m. 45s. Papapa also walked over for the Railway Stakes, and won the Flying Handicap, 7st. 8lbs., 1 mile, in 3m. 55s., beating Natural, 9st. 7lbs.	[483, 259, 626, 510]
notice-text: F. BERRY wishes the inhabitants of Makino, Kiwitea, & surrounding districts to know he has commenced business as Farrier, in Gregory's shop, at Makino, and will give every attention to horses entrusted to his care. He will shoe saddle horses for 6s, light draughts 7s 6d, heavy draughts 8s 6d.	[792, 1328, 941, 1431]
notice-text: Orders promptly attended to.	[973, 1596, 1084, 1608]
notice-text: Agents—HALCOMBE AND SHERWILL, Feilding; J. Linton, Palmerston North. WM. BOYD, Secretary.	[175, 1735, 318, 1781]
article-text: The usual fortnightly meeting of the Blue Ribbon Army was held in the school house on Monday evening last. The Rev. W. Worker presided. The meeting was opened with the usual religious services. The minutes of the previous meeting were read and confirmed. It was decided that the proceeds of the lecture, delivered by Sir William Fox, which amounted to nearly five pounds, should be devoted to the purchase of instruments for the Drum and Fife Band. Mr Parr produced a subscription list by which he showed that he had collected the sum of £8 12s for the same object. Messrs A. Thompson (secretary), Thacker, H. Sanson, H. Bennett, J. Harris, A. Cockburn, N. Harris, G. Baxter, and John Johnston were elected as a band committee. It was decided to send for the instruments at once. It was decided that Mr Patten, of Feilding, be invited to give a lecture in about six weeks. Mr Bennett suggested that it would be advisable to hold Temperance Experience meetings the same as in large towns where much good resulted from such assemblies. Mr Worker said that there were not many in the room who had had much experience in drinking, and the less they had the better. Master W. Hodges gave a reading which was very well received. Master Thomas Kane followed with a recitation, which was very funny and was received with bursts of laughter and applause. After singing a hymn the meeting closed.	[9, 1345, 164, 1791]
classified-ad: WANTED KNOWN.—W. Rapley has in stock a splendid assortment of Bridles, Whips, Spurs, &c., at reasonable prices.	[952, 590, 1105, 636]
headline: Charge of Arson at Wellington.	[33, 360, 140, 388]
list-item: Oats	[792, 1160, 810, 1172]
signature: DWAN & CO., Wellington.	[365, 405, 472, 417]
notice-title: FEILDING BOROUGH COUNCIL	[639, 52, 779, 64]
notice-title: AT THEIR WARWICK STREET YARDS, FEILDING.	[336, 458, 465, 481]
list-item: Black Spanish	[792, 1024, 848, 1036]
list-item: Sheep Dip	[792, 1194, 833, 1206]
notice-title: CHARGES STRICTLY MODERATE	[508, 1607, 601, 1630]
list-item: Phætons	[329, 216, 362, 228]
subheading: The Celebrated Thoroughbred Horse PAPAPA.	[483, 130, 626, 154]
notice-title: TO BE LET OR SOLD.	[820, 1221, 913, 1233]
notice-text: In the District Court of Wanganui, holden at Palmerston North. In the matter of "The Debtors and Creditors Act, 1876," and of the several amendments thereof, and of the bankruptcy of Thomas Dorreen, a debtor.	[329, 746, 472, 827]
notice-title: TO THE FRONT AGAIN!	[814, 52, 919, 64]
notice-title: TO BUSHMEN AND OTHERS.	[645, 242, 773, 254]
list-item: 70 store wethers	[329, 605, 392, 617]
notice-text: DECORATOR, Coach Painter, and Sign Writer, FEILDING, Terms Liberal. All Workmanship guaranteed. Orders left at the Star Office will be attended to.	[175, 1934, 318, 1992]
list-item: Spring drays	[329, 250, 378, 262]
